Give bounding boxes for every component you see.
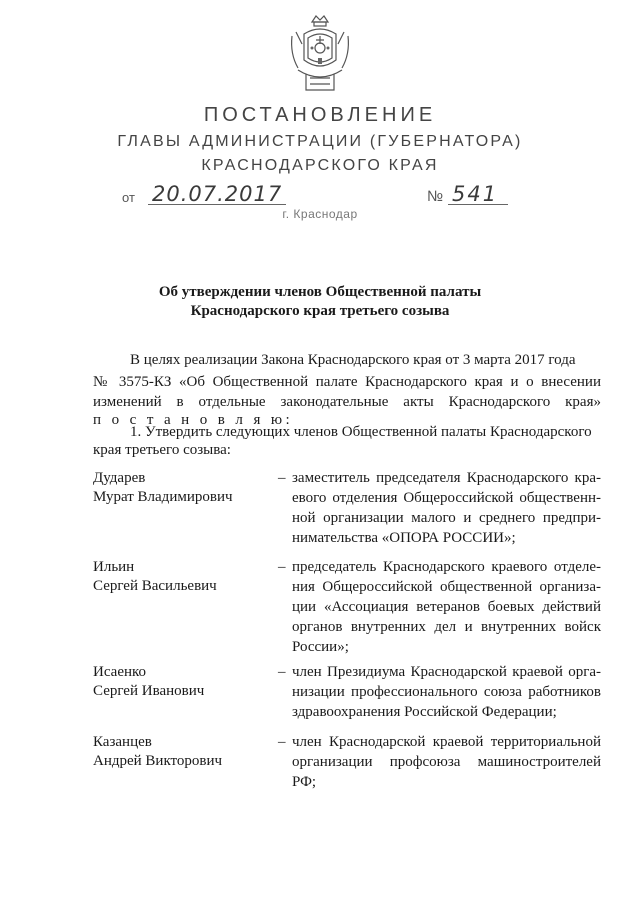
member-given-name: Андрей Викторович: [93, 753, 223, 769]
city-label: г. Краснодар: [282, 207, 358, 221]
member-desc-line: России»;: [292, 639, 349, 655]
number-underline: [448, 204, 508, 205]
member-dash: –: [278, 470, 286, 486]
member-surname: Казанцев: [93, 734, 152, 750]
date-prefix: от: [122, 190, 135, 205]
member-dash: –: [278, 559, 286, 575]
handwritten-date: 20.07.2017: [152, 182, 283, 206]
member-desc-line: ции «Ассоциация ветеранов боевых действий: [292, 599, 601, 615]
member-given-name: Сергей Васильевич: [93, 578, 217, 594]
member-desc-line: органов внутренних дел и внутренних войск: [292, 619, 601, 635]
member-desc-line: ния Общероссийской общественной организа-: [292, 579, 601, 595]
member-desc-line: организации профсоюза машиностроителей: [292, 754, 601, 770]
member-desc-line: ной организации малого и среднего предпри-: [292, 510, 601, 526]
member-surname: Ильин: [93, 559, 135, 575]
number-sign: №: [427, 188, 444, 205]
member-desc-line: член Президиума Краснодарской краевой орга-: [292, 664, 601, 680]
body-line: В целях реализации Закона Краснодарского края от 3 марта 2017 года: [130, 352, 576, 368]
member-desc-line: здравоохранения Российской Федерации;: [292, 704, 557, 720]
member-desc-line: заместитель председателя Краснодарского кра-: [292, 470, 601, 486]
member-surname: Исаенко: [93, 664, 147, 680]
member-desc-line: низации профессионального союза работников: [292, 684, 601, 700]
document-type-heading: ПОСТАНОВЛЕНИЕ: [203, 104, 437, 126]
member-desc-line: РФ;: [292, 774, 317, 790]
date-underline: [148, 204, 286, 205]
member-desc-line: председатель Краснодарского краевого отделе-: [292, 559, 601, 575]
body-line: № 3575-КЗ «Об Общественной палате Краснодарского края и о внесении: [93, 374, 601, 390]
document-title-line-1: Об утверждении членов Общественной палаты: [158, 284, 482, 300]
member-given-name: Мурат Владимирович: [93, 489, 233, 505]
handwritten-number: 541: [452, 182, 499, 206]
body-line: края третьего созыва:: [93, 442, 231, 458]
region-heading: КРАСНОДАРСКОГО КРАЯ: [201, 157, 439, 174]
member-dash: –: [278, 664, 286, 680]
issuer-heading: ГЛАВЫ АДМИНИСТРАЦИИ (ГУБЕРНАТОРА): [117, 133, 523, 150]
document-title-line-2: Краснодарского края третьего созыва: [190, 303, 450, 319]
member-dash: –: [278, 734, 286, 750]
coat-of-arms-icon: [288, 14, 352, 96]
member-desc-line: евого отделения Общероссийской общественн-: [292, 490, 601, 506]
body-line: изменений в отдельные законодательные акты Краснодарского края»: [93, 394, 601, 410]
member-surname: Дударев: [93, 470, 146, 486]
body-line-postanovlyayu: п о с т а н о в л я ю:: [93, 412, 294, 428]
member-given-name: Сергей Иванович: [93, 683, 205, 699]
body-line: 1. Утвердить следующих членов Общественной палаты Краснодарского: [130, 424, 592, 440]
member-desc-line: член Краснодарской краевой территориальной: [292, 734, 601, 750]
member-desc-line: нимательства «ОПОРА РОССИИ»;: [292, 530, 516, 546]
